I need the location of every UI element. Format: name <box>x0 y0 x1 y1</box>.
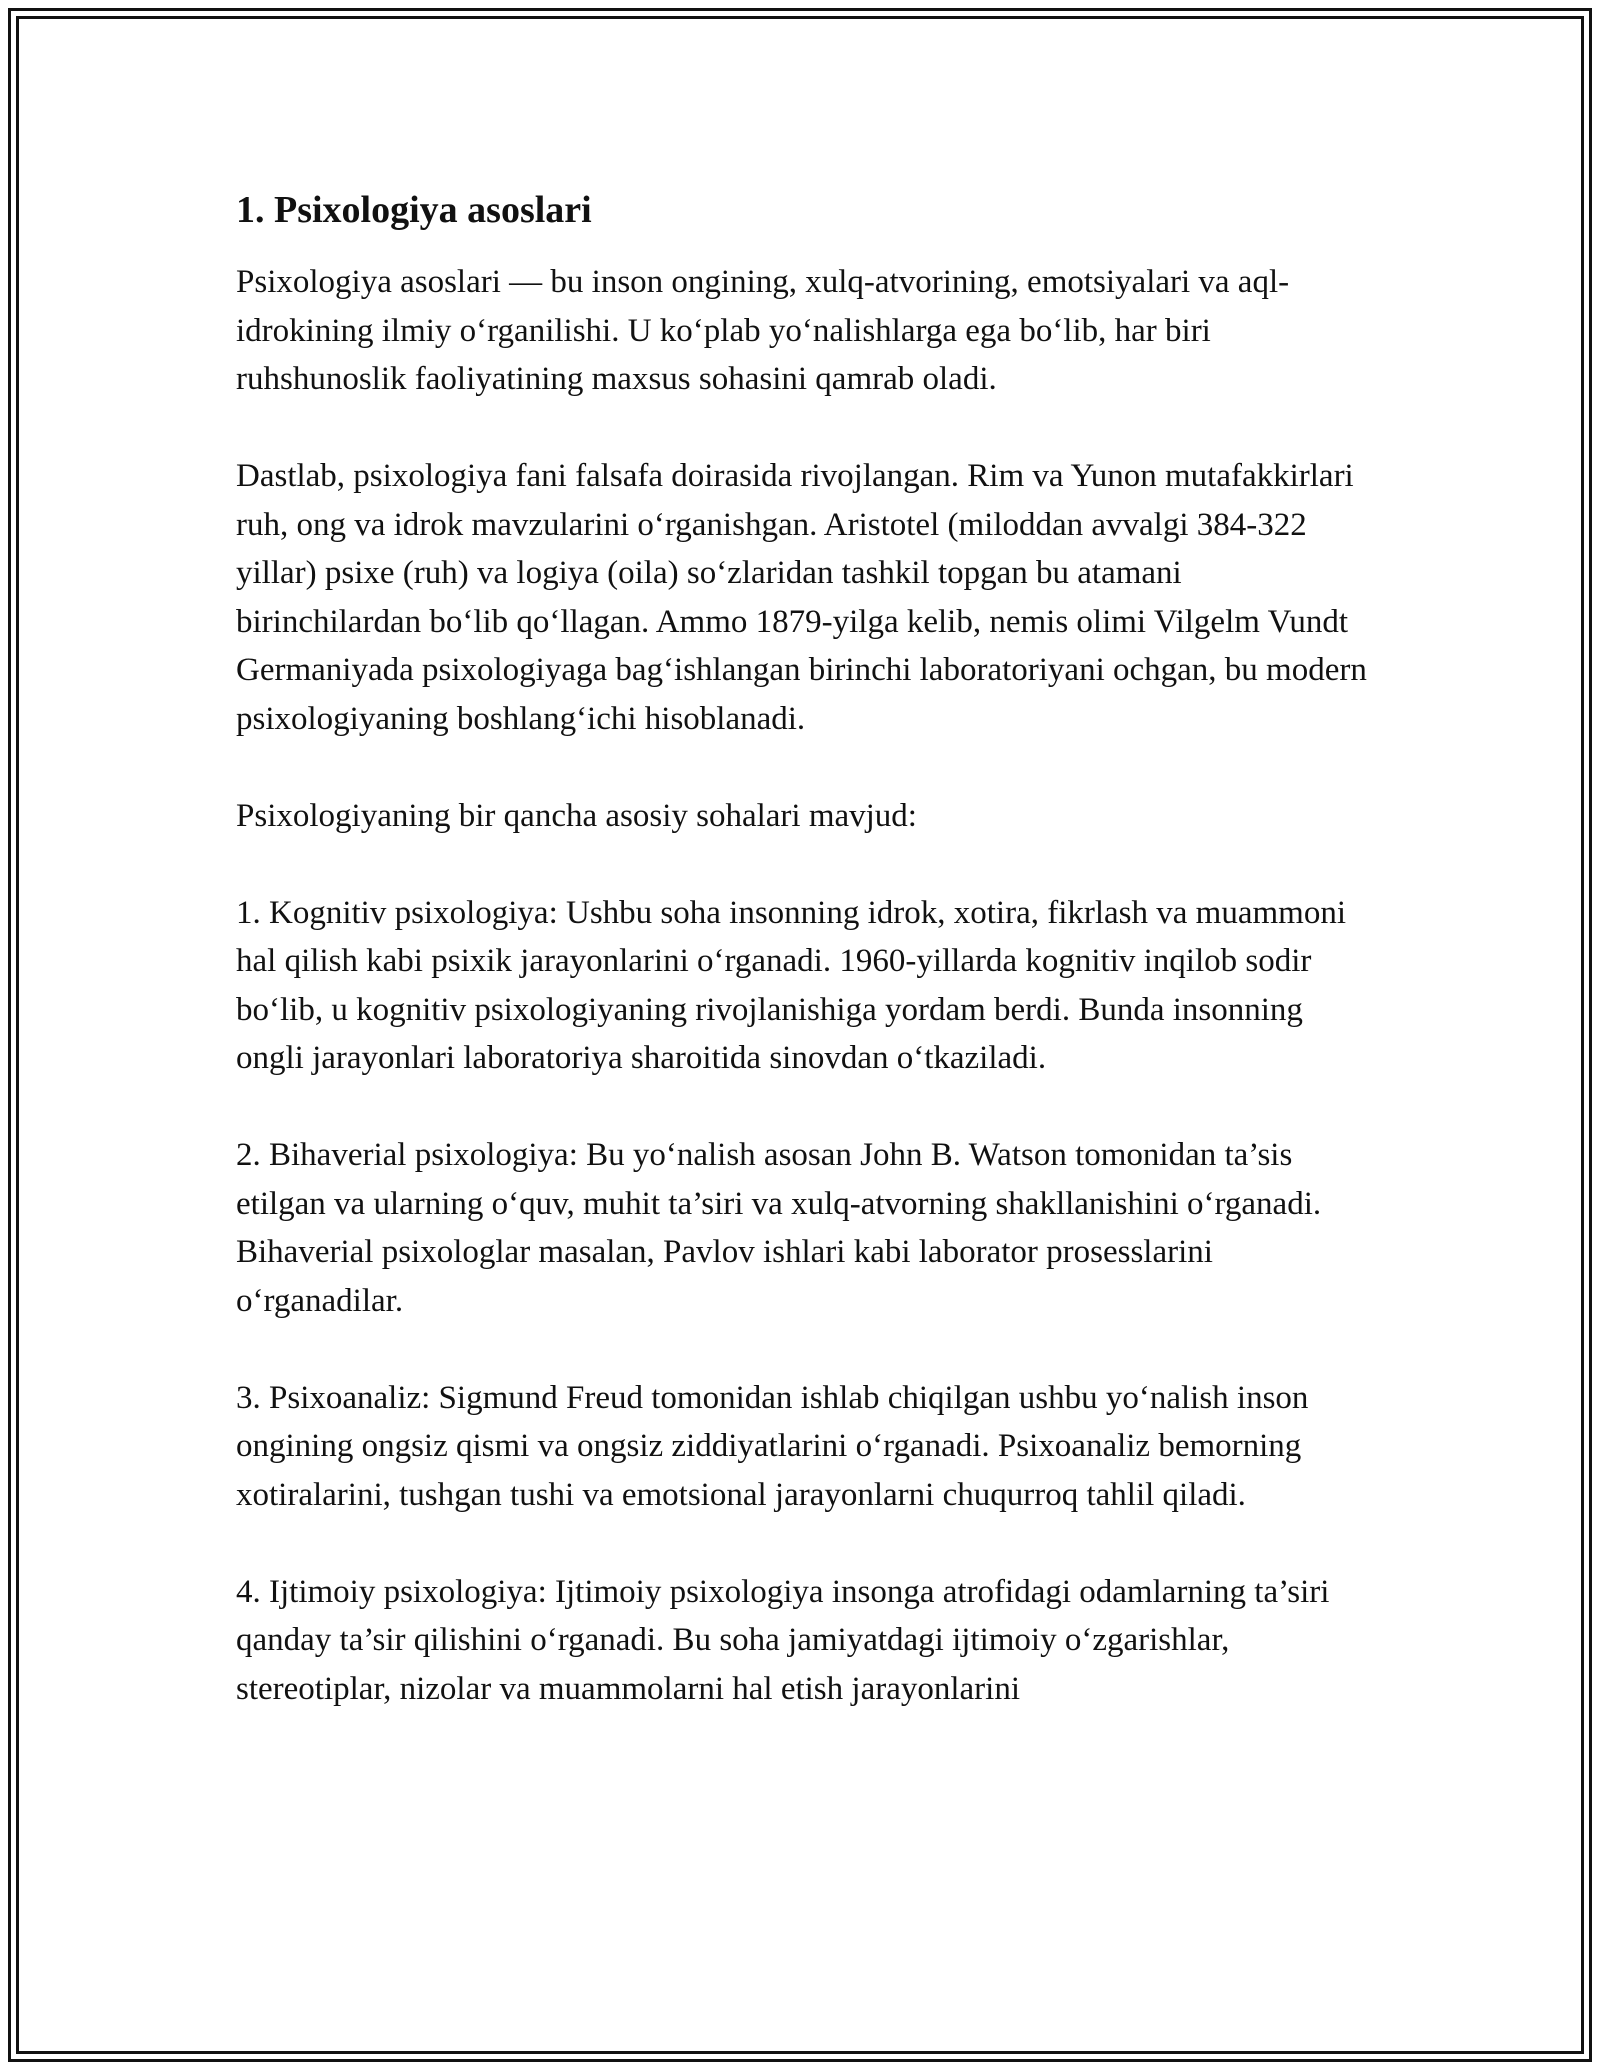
paragraph-cognitive: 1. Kognitiv psixologiya: Ushbu soha insonning idrok, xotira, fikrlash va muammoni hal qilish kabi psixik jarayonlarini o‘rganadi. 1960-yillarda kognitiv inqilob sodir bo‘lib, u kognitiv psixologiyaning rivojlanishiga yordam berdi. Bunda insonning ongli jarayonlari laboratoriya sharoitida sinovdan o‘tkaziladi. <box>236 894 1346 1076</box>
paragraph-intro: Psixologiya asoslari — bu inson ongining, xulq-atvorining, emotsiyalari va aql-idrokining ilmiy o‘rganilishi. U ko‘plab yo‘nalishlarga ega bo‘lib, har biri ruhshunoslik faoliyatining maxsus sohasini qamrab oladi. <box>236 264 1290 397</box>
paragraph-behavioral: 2. Bihaverial psixologiya: Bu yo‘nalish asosan John B. Watson tomonidan ta’sis etilgan va ularning o‘quv, muhit ta’siri va xulq-atvorning shakllanishini o‘rganadi. Bihaverial psixologlar masalan, Pavlov ishlari kabi laborator prosesslarini o‘rganadilar. <box>236 1137 1322 1319</box>
paragraph-history: Dastlab, psixologiya fani falsafa doirasida rivojlangan. Rim va Yunon mutafakkirlari ruh, ong va idrok mavzularini o‘rganishgan. Aristotel (miloddan avvalgi 384-322 yillar) psixe (ruh) va logiya (oila) so‘zlaridan tashkil topgan bu atamani birinchilardan bo‘lib qo‘llagan. Ammo 1879-yilga kelib, nemis olimi Vilgelm Vundt Germaniyada psixologiyaga bag‘ishlangan birinchi laboratoriyani ochgan, bu modern psixologiyaning boshlang‘ichi hisoblanadi. <box>236 458 1367 737</box>
document-body <box>236 186 1372 1762</box>
section-title: 1. Psixologiya asoslari <box>236 189 592 231</box>
paragraph-psychoanalysis: 3. Psixoanaliz: Sigmund Freud tomonidan ishlab chiqilgan ushbu yo‘nalish inson ongining ongsiz qismi va ongsiz ziddiyatlarini o‘rganadi. Psixoanaliz bemorning xotiralarini, tushgan tushi va emotsional jarayonlarni chuqurroq tahlil qiladi. <box>236 1379 1309 1513</box>
paragraph-fields-lead: Psixologiyaning bir qancha asosiy sohalari mavjud: <box>236 797 917 834</box>
paragraph-social: 4. Ijtimoiy psixologiya: Ijtimoiy psixologiya insonga atrofidagi odamlarning ta’siri qanday ta’sir qilishini o‘rganadi. Bu soha jamiyatdagi ijtimoiy o‘zgarishlar, stereotiplar, nizolar va muammolarni hal etish jarayonlarini <box>236 1573 1330 1707</box>
